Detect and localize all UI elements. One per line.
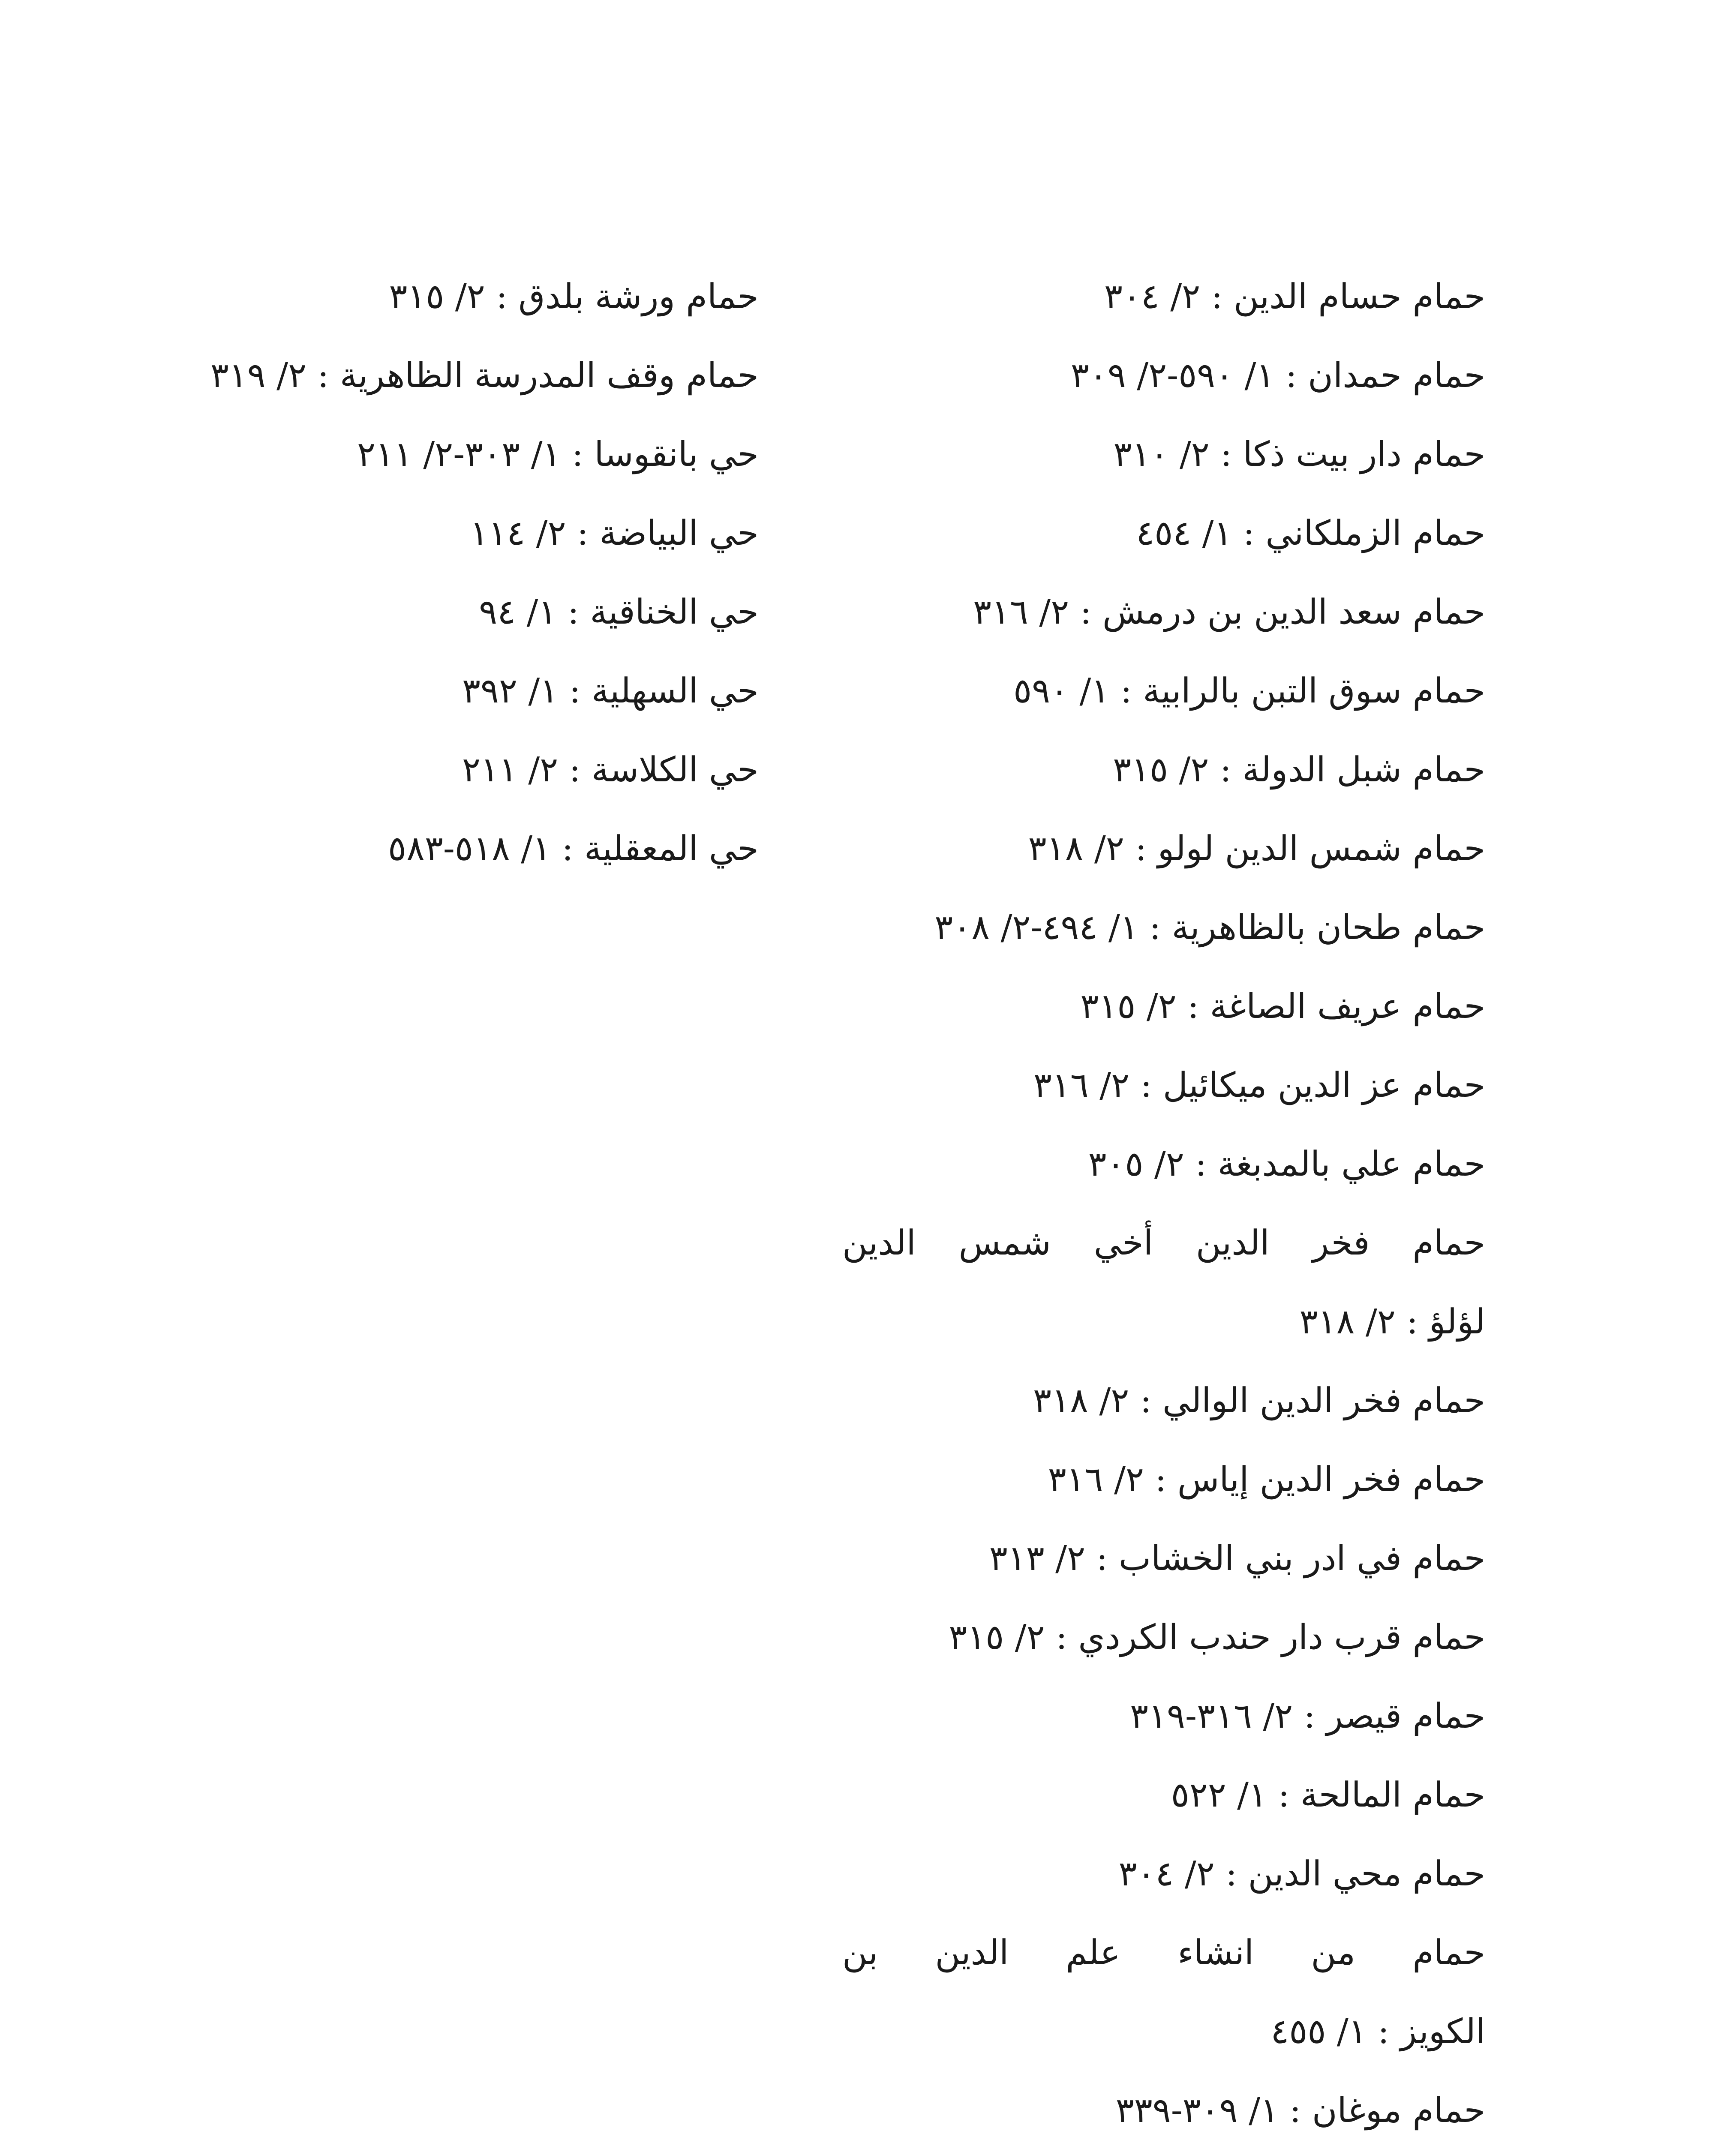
index-entry: حمام حمدان : ١/ ٥٩٠-٢/ ٣٠٩ — [1070, 355, 1485, 395]
index-entry: حمام طحان بالظاهرية : ١/ ٤٩٤-٢/ ٣٠٨ — [934, 907, 1485, 947]
index-entry: حمام فخر الدين إياس : ٢/ ٣١٦ — [1048, 1459, 1485, 1499]
index-entry-continuation: لؤلؤ : ٢/ ٣١٨ — [1299, 1302, 1485, 1342]
index-entry: حمام الزملكاني : ١/ ٤٥٤ — [1136, 513, 1485, 553]
index-entry: حمام عز الدين ميكائيل : ٢/ ٣١٦ — [1033, 1065, 1485, 1105]
index-entry: حمام في ادر بني الخشاب : ٢/ ٣١٣ — [989, 1538, 1485, 1578]
index-entry: حمام موغان : ١/ ٣٠٩-٣٣٩ — [1115, 2090, 1485, 2130]
index-entry: حمام شمس الدين لولو : ٢/ ٣١٨ — [1028, 828, 1485, 868]
index-entry-wrapped: حمام من انشاء علم الدين بن — [842, 1933, 1485, 1972]
index-entry: حمام حسام الدين : ٢/ ٣٠٤ — [1104, 276, 1485, 316]
index-entry: حي الخناقية : ١/ ٩٤ — [479, 592, 759, 632]
index-entry: حمام دار بيت ذكا : ٢/ ٣١٠ — [1113, 434, 1485, 474]
index-entry: حمام المالحة : ١/ ٥٢٢ — [1171, 1775, 1485, 1815]
index-column-left — [116, 257, 759, 888]
index-entry: حي البياضة : ٢/ ١١٤ — [470, 513, 759, 553]
index-entry: حمام قرب دار حندب الكردي : ٢/ ٣١٥ — [949, 1617, 1485, 1657]
index-entry: حي المعقلية : ١/ ٥١٨-٥٨٣ — [387, 828, 759, 868]
index-column-right — [842, 257, 1485, 2143]
index-entry: حمام سعد الدين بن درمش : ٢/ ٣١٦ — [973, 592, 1485, 632]
index-entry: حمام شبل الدولة : ٢/ ٣١٥ — [1113, 750, 1485, 789]
index-entry-continuation: الكويز : ١/ ٤٥٥ — [1270, 2011, 1485, 2051]
index-entry: حمام وقف المدرسة الظاهرية : ٢/ ٣١٩ — [210, 355, 759, 395]
index-entry-wrapped: حمام فخر الدين أخي شمس الدين — [842, 1223, 1485, 1263]
index-entry: حمام سوق التبن بالرابية : ١/ ٥٩٠ — [1013, 671, 1485, 711]
index-entry: حمام محي الدين : ٢/ ٣٠٤ — [1118, 1854, 1485, 1894]
index-entry: حي بانقوسا : ١/ ٣٠٣-٢/ ٢١١ — [357, 434, 759, 474]
index-entry: حمام قيصر : ٢/ ٣١٦-٣١٩ — [1130, 1696, 1485, 1736]
index-entry: حمام عريف الصاغة : ٢/ ٣١٥ — [1080, 986, 1485, 1026]
index-entry: حمام علي بالمدبغة : ٢/ ٣٠٥ — [1088, 1144, 1485, 1184]
index-entry: حمام فخر الدين الوالي : ٢/ ٣١٨ — [1033, 1381, 1485, 1420]
index-entry: حمام ورشة بلدق : ٢/ ٣١٥ — [389, 276, 759, 316]
index-entry: حي الكلاسة : ٢/ ٢١١ — [462, 750, 759, 789]
index-entry: حي السهلية : ١/ ٣٩٢ — [462, 671, 759, 711]
